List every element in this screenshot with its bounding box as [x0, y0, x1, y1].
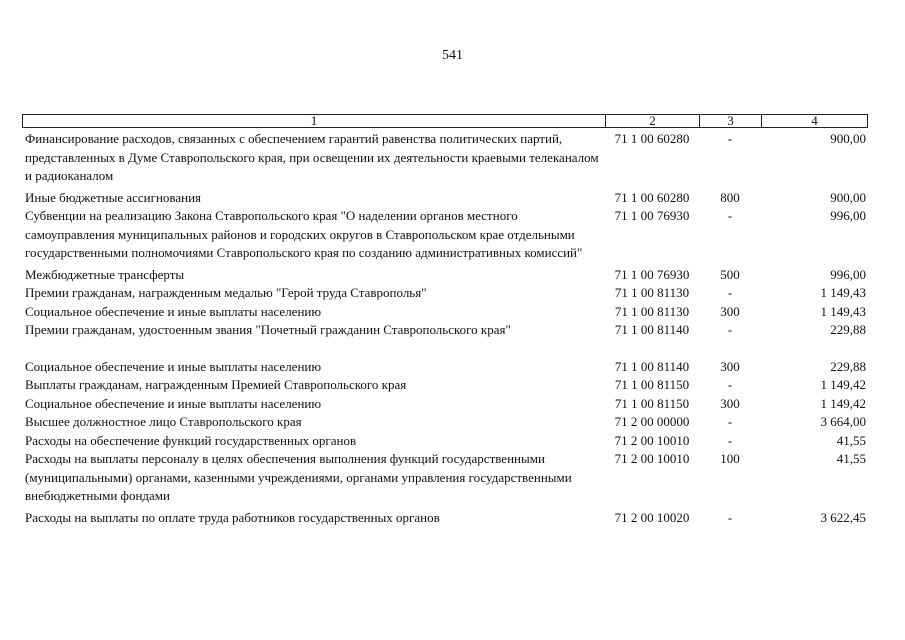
row-type: - — [727, 322, 733, 337]
row-spacer — [22, 340, 868, 358]
row-code: 71 1 00 81140 — [614, 358, 690, 374]
row-amount: 41,55 — [836, 432, 866, 448]
row-code: 71 1 00 81150 — [614, 395, 690, 411]
row-amount: 229,88 — [830, 358, 866, 374]
budget-table — [22, 114, 868, 527]
row-code: 71 1 00 60280 — [614, 189, 690, 205]
row-type: - — [727, 377, 733, 392]
row-name: Расходы на обеспечение функций государственных органов — [25, 432, 357, 448]
row-amount: 900,00 — [830, 189, 866, 205]
table-row — [22, 432, 868, 451]
row-name: Социальное обеспечение и иные выплаты населению — [25, 303, 322, 319]
row-name: Расходы на выплаты персоналу в целях обеспечения выполнения функций государственными (муниципальными) органами, казенными учреждениями, органами управления государственными внебюджетными фондами — [25, 451, 572, 503]
table-row — [22, 189, 868, 208]
row-amount: 996,00 — [830, 208, 866, 223]
table-row — [22, 303, 868, 322]
row-name: Премии гражданам, удостоенным звания "Почетный гражданин Ставропольского края" — [25, 322, 511, 337]
row-amount: 900,00 — [830, 131, 866, 146]
row-name: Социальное обеспечение и иные выплаты населению — [25, 395, 322, 411]
page-number: 541 — [442, 48, 463, 63]
row-code: 71 1 00 81130 — [614, 285, 690, 300]
table-row — [22, 509, 868, 528]
row-code: 71 2 00 10020 — [614, 509, 690, 525]
row-code: 71 1 00 60280 — [614, 131, 690, 146]
row-code: 71 1 00 81150 — [614, 377, 690, 392]
row-type: 100 — [720, 451, 740, 466]
table-row — [22, 413, 868, 432]
row-amount: 229,88 — [830, 322, 866, 337]
row-code: 71 1 00 81140 — [614, 322, 690, 337]
row-name: Финансирование расходов, связанных с обеспечением гарантий равенства политических партий, представленных в Думе Ставропольского края, при освещении их деятельности краевыми телеканалом и радиоканалом — [25, 131, 599, 183]
row-amount: 1 149,42 — [820, 377, 866, 392]
row-type: 300 — [720, 303, 740, 319]
row-name: Расходы на выплаты по оплате труда работников государственных органов — [25, 509, 440, 525]
table-header — [22, 114, 868, 128]
row-name: Премии гражданам, награжденным медалью "Герой труда Ставрополья" — [25, 285, 427, 300]
row-code: 71 1 00 81130 — [614, 303, 690, 319]
row-amount: 996,00 — [830, 266, 866, 282]
table-row — [22, 130, 868, 186]
header-col-1: 1 — [23, 115, 606, 127]
row-type: - — [727, 285, 733, 300]
row-amount: 1 149,43 — [820, 303, 866, 319]
header-col-2: 2 — [606, 115, 700, 127]
row-name: Межбюджетные трансферты — [25, 266, 185, 282]
row-type: - — [727, 432, 733, 448]
row-amount: 3 622,45 — [820, 509, 866, 525]
row-code: 71 2 00 00000 — [614, 414, 690, 429]
row-amount: 3 664,00 — [820, 414, 866, 429]
table-row — [22, 358, 868, 377]
row-amount: 1 149,43 — [820, 285, 866, 300]
row-type: - — [727, 414, 733, 429]
row-name: Выплаты гражданам, награжденным Премией Ставропольского края — [25, 377, 407, 392]
row-code: 71 1 00 76930 — [614, 208, 690, 223]
row-type: 500 — [720, 266, 740, 282]
row-type: - — [727, 131, 733, 146]
row-amount: 41,55 — [836, 451, 866, 466]
row-name: Субвенции на реализацию Закона Ставропольского края "О наделении органов местного самоуправления муниципальных районов и городских округов в Ставропольском крае отдельными государственными полномочиями Ставропольского края по созданию административных комиссий" — [25, 208, 583, 260]
row-type: 800 — [720, 189, 740, 205]
row-type: - — [727, 208, 733, 223]
row-name: Иные бюджетные ассигнования — [25, 189, 202, 205]
row-code: 71 2 00 10010 — [614, 451, 690, 466]
header-col-4: 4 — [811, 113, 818, 128]
table-row — [22, 321, 868, 340]
row-type: 300 — [720, 395, 740, 411]
header-col-3: 3 — [700, 115, 762, 127]
table-row — [22, 207, 868, 263]
table-row — [22, 395, 868, 414]
row-amount: 1 149,42 — [820, 395, 866, 411]
table-row — [22, 376, 868, 395]
table-row — [22, 266, 868, 285]
row-code: 71 1 00 76930 — [614, 266, 690, 282]
row-type: 300 — [720, 358, 740, 374]
table-row — [22, 450, 868, 506]
row-code: 71 2 00 10010 — [614, 432, 690, 448]
row-type: - — [727, 509, 733, 525]
table-row — [22, 284, 868, 303]
row-name: Высшее должностное лицо Ставропольского края — [25, 414, 302, 429]
row-name: Социальное обеспечение и иные выплаты населению — [25, 358, 322, 374]
